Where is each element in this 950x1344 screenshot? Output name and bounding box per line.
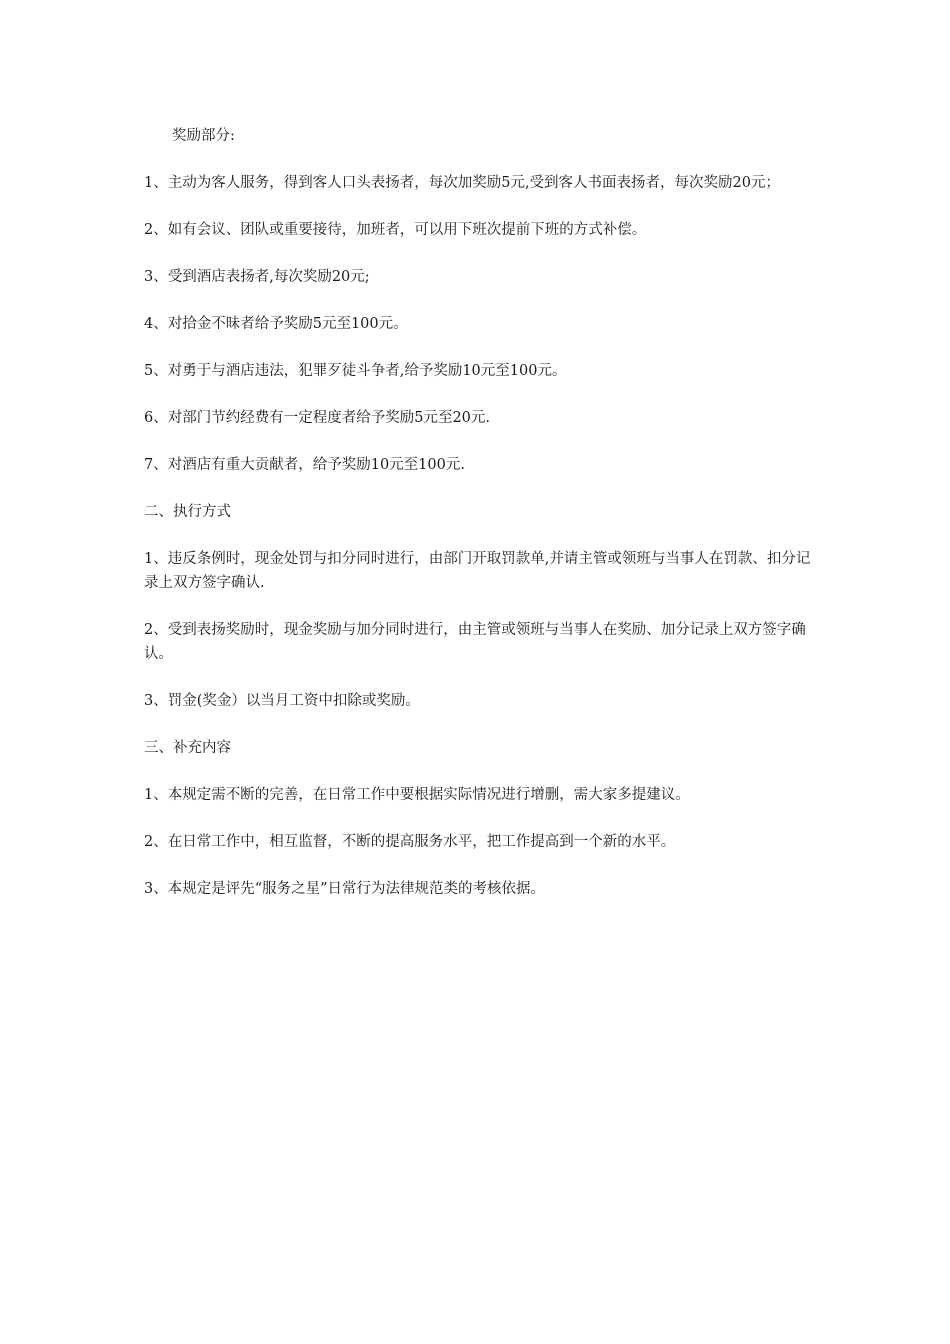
reward-item-7: 7、对酒店有重大贡献者，给予奖励10元至100元.	[144, 457, 465, 473]
reward-item-6: 6、对部门节约经费有一定程度者给予奖励5元至20元.	[144, 410, 491, 426]
reward-heading: 奖励部分:	[172, 128, 235, 144]
reward-item-2: 2、如有会议、团队或重要接待，加班者，可以用下班次提前下班的方式补偿。	[144, 222, 647, 238]
section3-item-1: 1、本规定需不断的完善，在日常工作中要根据实际情况进行增删，需大家多提建议。	[144, 787, 690, 803]
section3-heading: 三、补充内容	[144, 740, 231, 756]
section3-item-2: 2、在日常工作中，相互监督，不断的提高服务水平，把工作提高到一个新的水平。	[144, 834, 676, 850]
reward-item-3: 3、受到酒店表扬者,每次奖励20元;	[144, 269, 370, 285]
section3-item-3: 3、本规定是评先“服务之星”日常行为法律规范类的考核依据。	[144, 881, 546, 897]
section2-heading: 二、执行方式	[144, 504, 231, 520]
section2-item-2: 2、受到表扬奖励时，现金奖励与加分同时进行，由主管或领班与当事人在奖励、加分记录上双方签字确认。	[144, 622, 806, 662]
section2-item-1: 1、违反条例时，现金处罚与扣分同时进行，由部门开取罚款单,并请主管或领班与当事人在罚款、扣分记录上双方签字确认.	[144, 551, 811, 591]
section2-item-3: 3、罚金(奖金）以当月工资中扣除或奖励。	[144, 693, 420, 709]
reward-item-4: 4、对拾金不昧者给予奖励5元至100元。	[144, 316, 408, 332]
document-body	[144, 124, 814, 924]
reward-item-1: 1、主动为客人服务，得到客人口头表扬者，每次加奖励5元,受到客人书面表扬者，每次奖励20元；	[144, 175, 781, 191]
reward-item-5: 5、对勇于与酒店违法，犯罪歹徒斗争者,给予奖励10元至100元。	[144, 363, 567, 379]
